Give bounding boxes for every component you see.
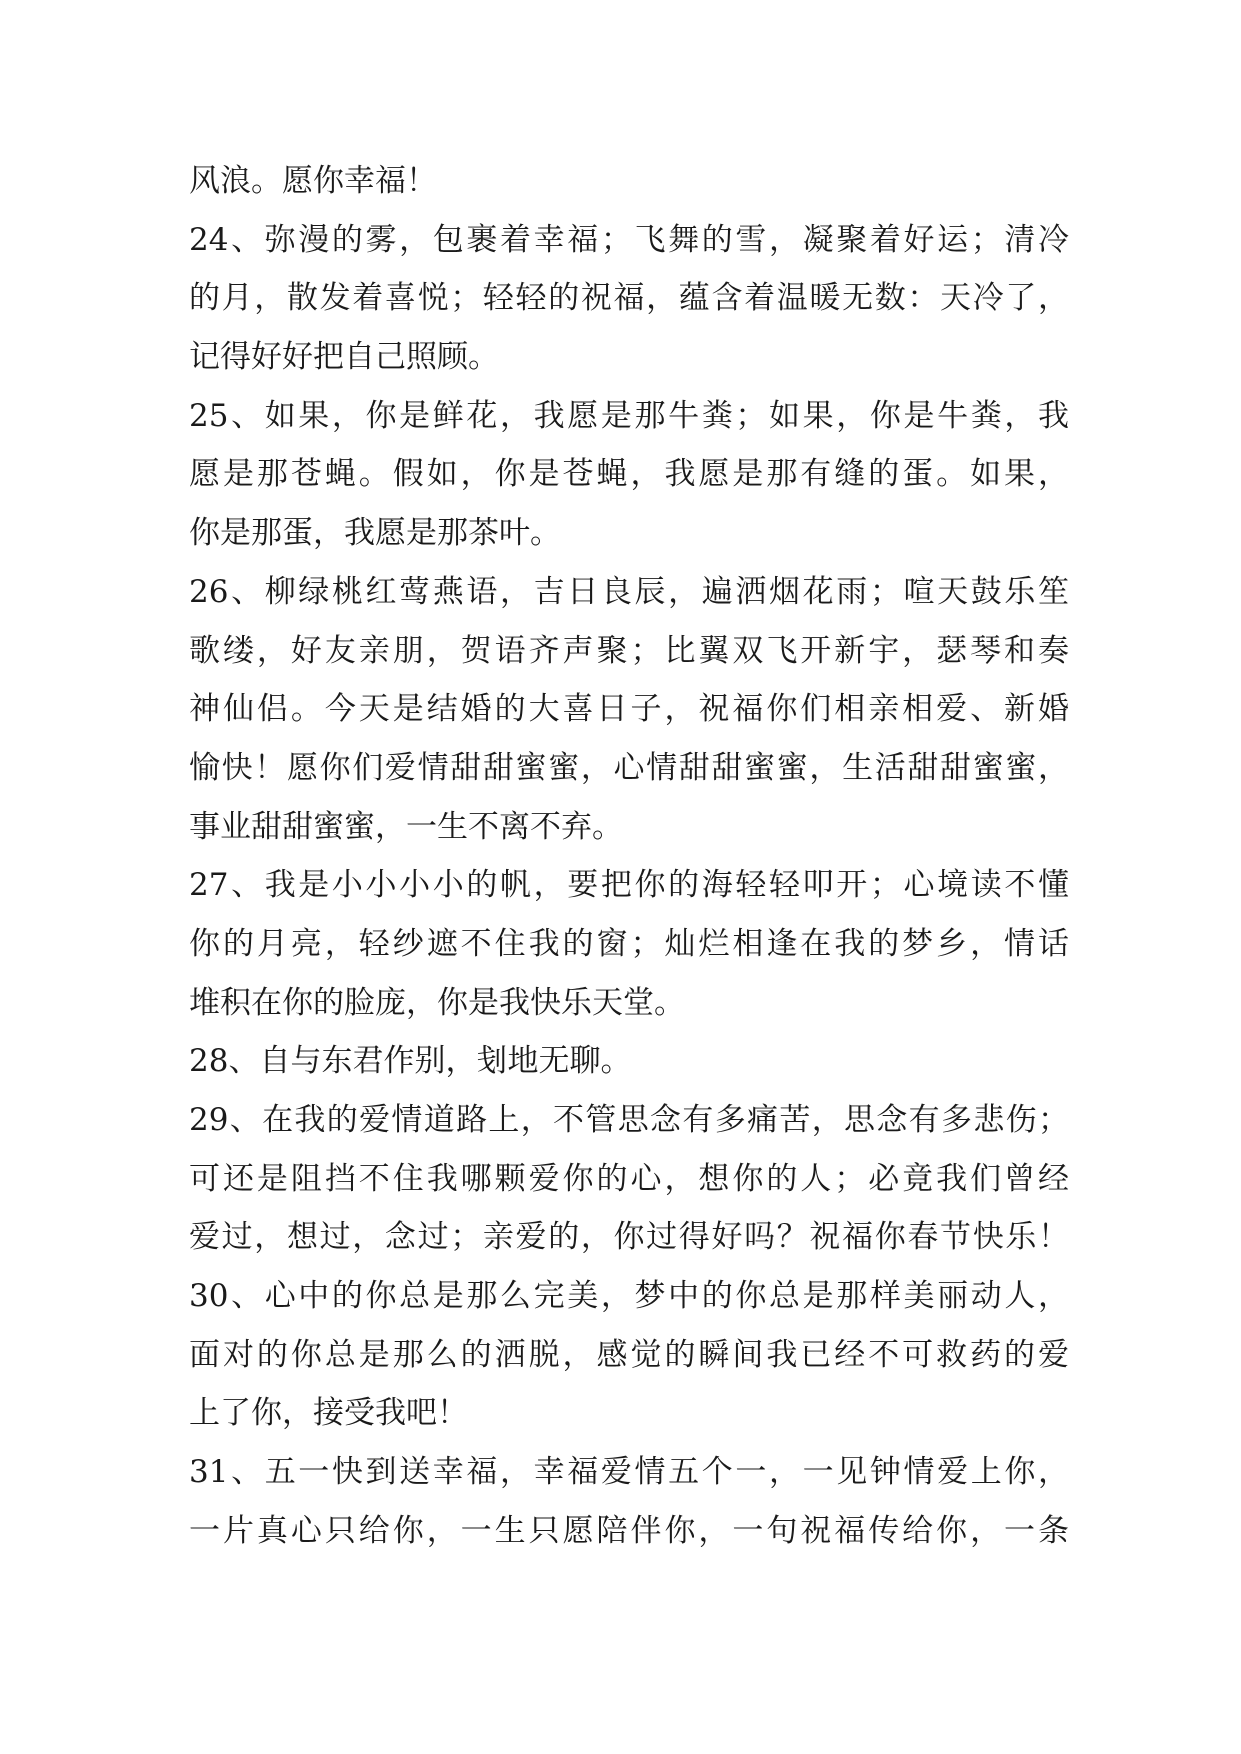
text-line: 你是那蛋，我愿是那茶叶。 — [189, 515, 561, 552]
text-line: 神仙侣。今天是结婚的大喜日子，祝福你们相亲相爱、新婚 — [189, 691, 1069, 728]
text-line: 24、弥漫的雾，包裹着幸福；飞舞的雪，凝聚着好运；清冷 — [189, 221, 1069, 258]
text-line: 的月，散发着喜悦；轻轻的祝福，蕴含着温暖无数：天冷了， — [189, 280, 1069, 317]
text-line: 事业甜甜蜜蜜，一生不离不弃。 — [189, 808, 623, 845]
text-line: 愿是那苍蝇。假如，你是苍蝇，我愿是那有缝的蛋。如果， — [189, 456, 1069, 493]
text-line: 可还是阻挡不住我哪颗爱你的心，想你的人；必竟我们曾经 — [189, 1160, 1069, 1197]
text-line: 歌缕，好友亲朋，贺语齐声聚；比翼双飞开新宇，瑟琴和奏 — [189, 632, 1069, 669]
document-body — [189, 152, 1069, 1561]
text-line: 你的月亮，轻纱遮不住我的窗；灿烂相逢在我的梦乡，情话 — [189, 925, 1069, 962]
text-line: 面对的你总是那么的洒脱，感觉的瞬间我已经不可救药的爱 — [189, 1336, 1069, 1373]
text-line: 风浪。愿你幸福！ — [189, 163, 437, 199]
text-line: 记得好好把自己照顾。 — [189, 339, 499, 376]
text-line: 25、如果，你是鲜花，我愿是那牛粪；如果，你是牛粪，我 — [189, 397, 1069, 434]
text-line: 31、五一快到送幸福，幸福爱情五个一，一见钟情爱上你， — [189, 1454, 1069, 1491]
text-line: 爱过，想过，念过；亲爱的，你过得好吗？祝福你春节快乐！ — [189, 1219, 1069, 1256]
text-line: 愉快！愿你们爱情甜甜蜜蜜，心情甜甜蜜蜜，生活甜甜蜜蜜， — [189, 749, 1069, 786]
text-line: 一片真心只给你，一生只愿陪伴你，一句祝福传给你，一条 — [189, 1512, 1069, 1549]
text-line: 30、心中的你总是那么完美，梦中的你总是那样美丽动人， — [189, 1278, 1069, 1315]
text-line: 27、我是小小小小的帆，要把你的海轻轻叩开；心境读不懂 — [189, 867, 1069, 904]
text-line: 26、柳绿桃红莺燕语，吉日良辰，遍洒烟花雨；喧天鼓乐笙 — [189, 573, 1069, 610]
text-line: 上了你，接受我吧！ — [189, 1395, 468, 1432]
text-line: 堆积在你的脸庞，你是我快乐天堂。 — [189, 984, 685, 1021]
text-line: 28、自与东君作别，刬地无聊。 — [189, 1043, 632, 1080]
text-line: 29、在我的爱情道路上，不管思念有多痛苦，思念有多悲伤； — [189, 1102, 1069, 1138]
